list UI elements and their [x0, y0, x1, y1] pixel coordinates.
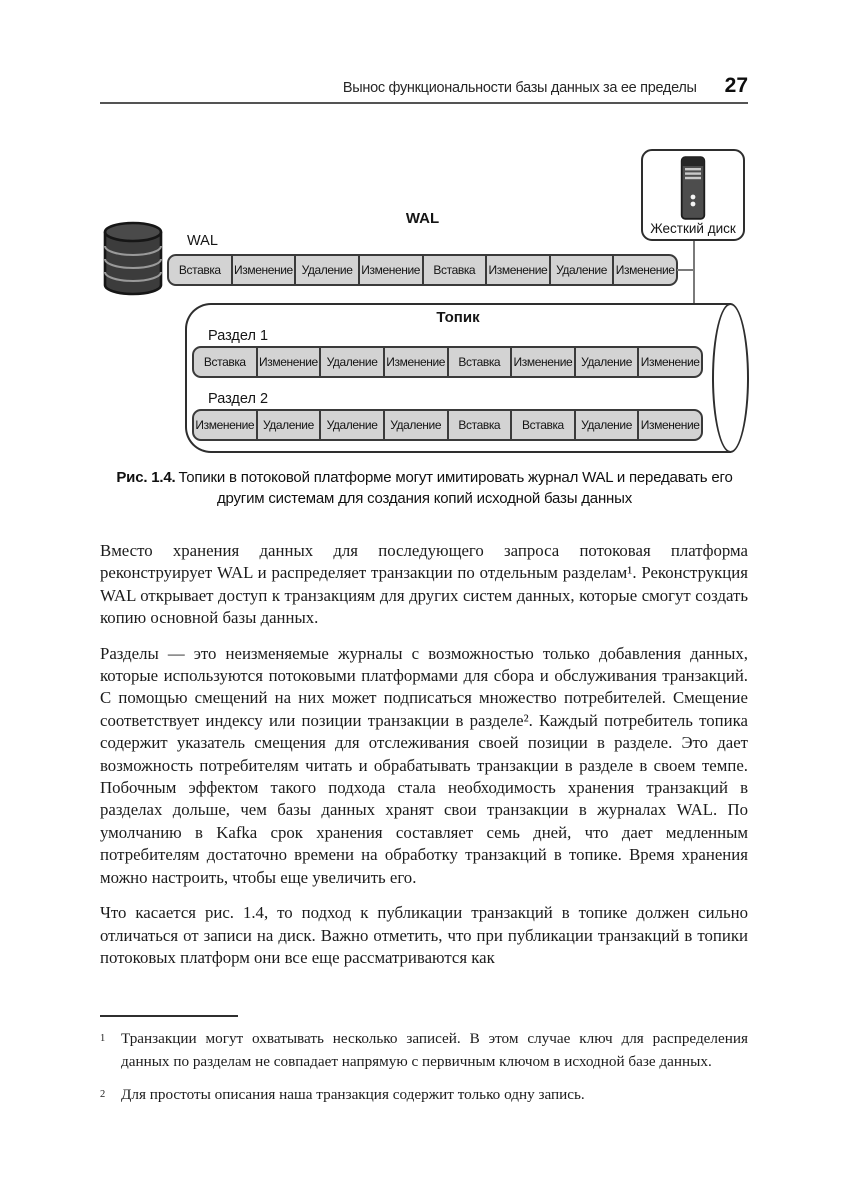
log-cell: Вставка — [510, 411, 574, 439]
log-cell: Изменение — [612, 256, 676, 284]
figure-caption-text: Топики в потоковой платформе могут имитировать журнал WAL и передавать его другим системам для создания копий исходной базы данных — [178, 469, 733, 507]
footnote-separator — [100, 1015, 238, 1017]
server-tower-icon — [681, 156, 706, 220]
footnote-2-marker: 2 — [100, 1089, 106, 1100]
log-cell: Изменение — [256, 348, 320, 376]
header-rule — [100, 102, 748, 104]
log-cell: Изменение — [358, 256, 422, 284]
log-cell: Удаление — [574, 411, 638, 439]
footnote-1 — [100, 1027, 748, 1073]
log-cell: Удаление — [319, 411, 383, 439]
log-cell: Изменение — [637, 348, 701, 376]
wal-title: WAL — [405, 210, 440, 227]
log-cell: Вставка — [447, 348, 511, 376]
log-cell: Изменение — [195, 418, 255, 432]
partition-1-row — [192, 346, 703, 378]
log-cell: Изменение — [231, 256, 295, 284]
log-cell: Вставка — [422, 256, 486, 284]
log-cell: Удаление — [319, 348, 383, 376]
partition-1-label: Раздел 1 — [208, 328, 269, 344]
hard-disk-box — [641, 149, 745, 241]
partition-2-row — [192, 409, 703, 441]
wal-log-row — [167, 254, 678, 286]
running-head-title: Вынос функциональности базы данных за ее пределы — [342, 80, 697, 96]
database-cylinder-icon — [102, 221, 164, 302]
footnote-2 — [100, 1083, 748, 1110]
partition-2-label: Раздел 2 — [208, 391, 269, 407]
footnotes — [100, 1027, 748, 1120]
log-cell: Изменение — [383, 348, 447, 376]
paragraph-3: Что касается рис. 1.4, то подход к публикации транзакций в топике должен сильно отличаться от записи на диск. Важно отметить, что при публикации транзакций в топики потоковых платформ они все еще рассматриваются как — [100, 903, 748, 967]
body-text — [100, 540, 748, 982]
log-cell: Изменение — [510, 348, 574, 376]
wal-track-label: WAL — [187, 233, 218, 249]
log-cell: Изменение — [485, 256, 549, 284]
log-cell: Вставка — [447, 411, 511, 439]
page-header — [100, 74, 748, 98]
connector-line-vertical — [693, 240, 695, 305]
log-cell: Удаление — [574, 348, 638, 376]
figure-caption — [104, 467, 745, 509]
footnote-1-text: Транзакции могут охватывать несколько записей. В этом случае ключ для распределения данных по разделам не совпадает напрямую с первичным ключом в исходной базе данных. — [121, 1030, 748, 1070]
figure-1-4 — [0, 140, 849, 468]
paragraph-1: Вместо хранения данных для последующего запроса потоковая платформа реконструирует WAL и распределяет транзакции по отдельным разделам¹. Реконструкция WAL открывает доступ к транзакциям для других систем данных, которые смогут создать копию основной базы данных. — [100, 541, 748, 628]
log-cell: Удаление — [256, 411, 320, 439]
log-cell: Изменение — [637, 411, 701, 439]
topic-title: Топик — [436, 309, 480, 326]
log-cell: Вставка — [203, 355, 246, 369]
log-cell: Удаление — [383, 411, 447, 439]
hard-disk-label: Жесткий диск — [650, 221, 736, 236]
log-cell: Вставка — [178, 263, 221, 277]
log-cell: Удаление — [294, 256, 358, 284]
page-number: 27 — [724, 74, 748, 97]
figure-caption-label: Рис. 1.4. — [116, 469, 176, 486]
log-cell: Удаление — [549, 256, 613, 284]
paragraph-2: Разделы — это неизменяемые журналы с возможностью только добавления данных, которые используются потоковыми платформами для сбора и обслуживания транзакций. С помощью смещений на них может подписаться множество потребителей. Смещение соответствует индексу или позиции транзакции в разделе². Каждый потребитель топика содержит указатель смещения для отслеживания своей позиции в разделе. Это дает возможность потребителям читать и обрабатывать транзакции в разделе в своем темпе. Побочным эффектом такого подхода стала необходимость хранения транзакций в разделах дольше, чем базы данных хранят свои транзакции в журналах WAL. По умолчанию в Kafka срок хранения составляет семь дней, что дает медленным потребителям достаточно времени на обработку транзакций в топике. Время хранения можно настроить, чтобы еще увеличить его. — [100, 643, 748, 887]
footnote-2-text: Для простоты описания наша транзакция содержит только одну запись. — [121, 1086, 585, 1103]
footnote-1-marker: 1 — [100, 1033, 106, 1044]
